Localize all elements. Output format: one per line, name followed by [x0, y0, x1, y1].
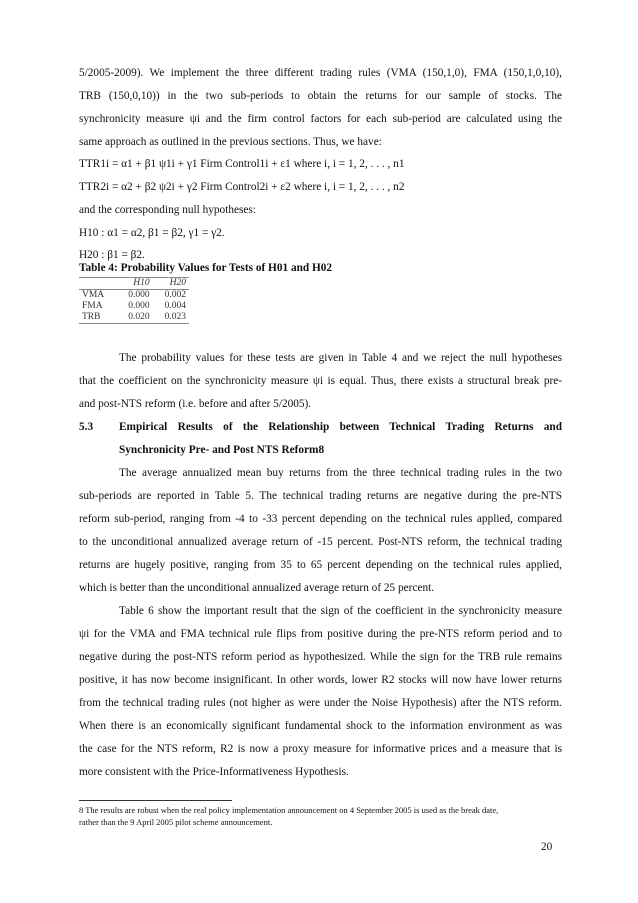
paragraph-line: 5/2005-2009). We implement the three different trading rules (VMA (150,1,0), FMA (150,1,0,10), — [79, 67, 562, 79]
paragraph-line: synchronicity measure ψi and the firm control factors for each sub-period are calculated using the — [79, 113, 562, 125]
paragraph-line: more consistent with the Price-Informativeness Hypothesis. — [79, 766, 349, 778]
footnote-rule — [79, 800, 232, 801]
paragraph-line: sub-periods are reported in Table 5. The technical trading returns are negative during the pre-NTS — [79, 490, 562, 502]
paragraph-line: returns are hugely positive, ranging from 35 to 65 percent depending on the technical rules applied, — [79, 559, 562, 571]
paragraph-line: The probability values for these tests are given in Table 4 and we reject the null hypotheses — [119, 352, 562, 364]
table-row — [79, 290, 189, 302]
table-title: Table 4: Probability Values for Tests of H01 and H02 — [79, 262, 333, 274]
paragraph-line: from the technical trading rules (not higher as were under the Noise Hypothesis) after the NTS reform. — [79, 697, 562, 709]
paragraph-line: which is better than the unconditional annualized average return of 25 percent. — [79, 582, 435, 594]
equation-1: TTR1i = α1 + β1 ψ1i + γ1 Firm Control1i + ε1 where i, i = 1, 2, . . . , n1 — [79, 158, 405, 170]
table-row — [79, 312, 189, 324]
section-title: Empirical Results of the Relationship between Technical Trading Returns and — [119, 421, 562, 433]
paragraph-line: reform sub-period, ranging from -4 to -33 percent depending on the technical rules applied, compared — [79, 513, 562, 525]
table-cell: TRB — [82, 312, 101, 322]
section-title: Synchronicity Pre- and Post NTS Reform8 — [119, 444, 325, 456]
table-header — [79, 278, 116, 290]
footnote-line: rather than the 9 April 2005 pilot scheme announcement. — [79, 817, 273, 827]
table-header: H20 — [169, 278, 186, 288]
paragraph-line: Table 6 show the important result that the sign of the coefficient in the synchronicity measure — [119, 605, 562, 617]
paragraph-line: the case for the NTS reform, R2 is now a proxy measure for informative prices and a measure that is — [79, 743, 562, 755]
paragraph-line: to the unconditional annualized average return of -15 percent. Post-NTS reform, the technical trading — [79, 536, 562, 548]
table-cell: FMA — [82, 301, 103, 311]
table-cell: 0.000 — [128, 301, 150, 311]
paragraph-line: ψi for the VMA and FMA technical rule flips from positive during the pre-NTS reform period and to — [79, 628, 562, 640]
section-number: 5.3 — [79, 421, 94, 433]
null-hypothesis-2: H20 : β1 = β2. — [79, 249, 145, 261]
paragraph-line: that the coefficient on the synchronicity measure ψi is equal. Thus, there exists a structural break pre- — [79, 375, 562, 387]
table-cell: 0.000 — [128, 290, 150, 300]
page-number: 20 — [541, 841, 553, 853]
paragraph-line: and post-NTS reform (i.e. before and after 5/2005). — [79, 398, 312, 410]
table-cell: 0.020 — [128, 312, 150, 322]
table-row — [79, 301, 189, 312]
table-cell: 0.004 — [164, 301, 186, 311]
paragraph-line: negative during the post-NTS reform period as hypothesized. While the sign for the TRB rule remains — [79, 651, 562, 663]
footnote — [79, 804, 562, 828]
paragraph-line: TRB (150,0,10)) in the two sub-periods to obtain the returns for our sample of stocks. The — [79, 90, 562, 102]
table-cell: VMA — [82, 290, 105, 300]
paragraph-line: and the corresponding null hypotheses: — [79, 204, 256, 216]
paragraph-line: same approach as outlined in the previous sections. Thus, we have: — [79, 136, 382, 148]
table-header: H10 — [133, 278, 150, 288]
table-cell: 0.002 — [164, 290, 186, 300]
null-hypothesis-1: H10 : α1 = α2, β1 = β2, γ1 = γ2. — [79, 227, 225, 239]
paragraph-line: When there is an economically significant fundamental shock to the information environment as was — [79, 720, 562, 732]
footnote-line: 8 The results are robust when the real policy implementation announcement on 4 September 2005 is used as the break date, — [79, 805, 499, 815]
table-cell: 0.023 — [164, 312, 186, 322]
equation-2: TTR2i = α2 + β2 ψ2i + γ2 Firm Control2i + ε2 where i, i = 1, 2, . . . , n2 — [79, 181, 405, 193]
probability-table — [79, 277, 189, 324]
paragraph-line: positive, it has now become insignificant. In other words, lower R2 stocks will now have lower returns — [79, 674, 562, 686]
paragraph-line: The average annualized mean buy returns from the three technical trading rules in the two — [119, 467, 562, 479]
